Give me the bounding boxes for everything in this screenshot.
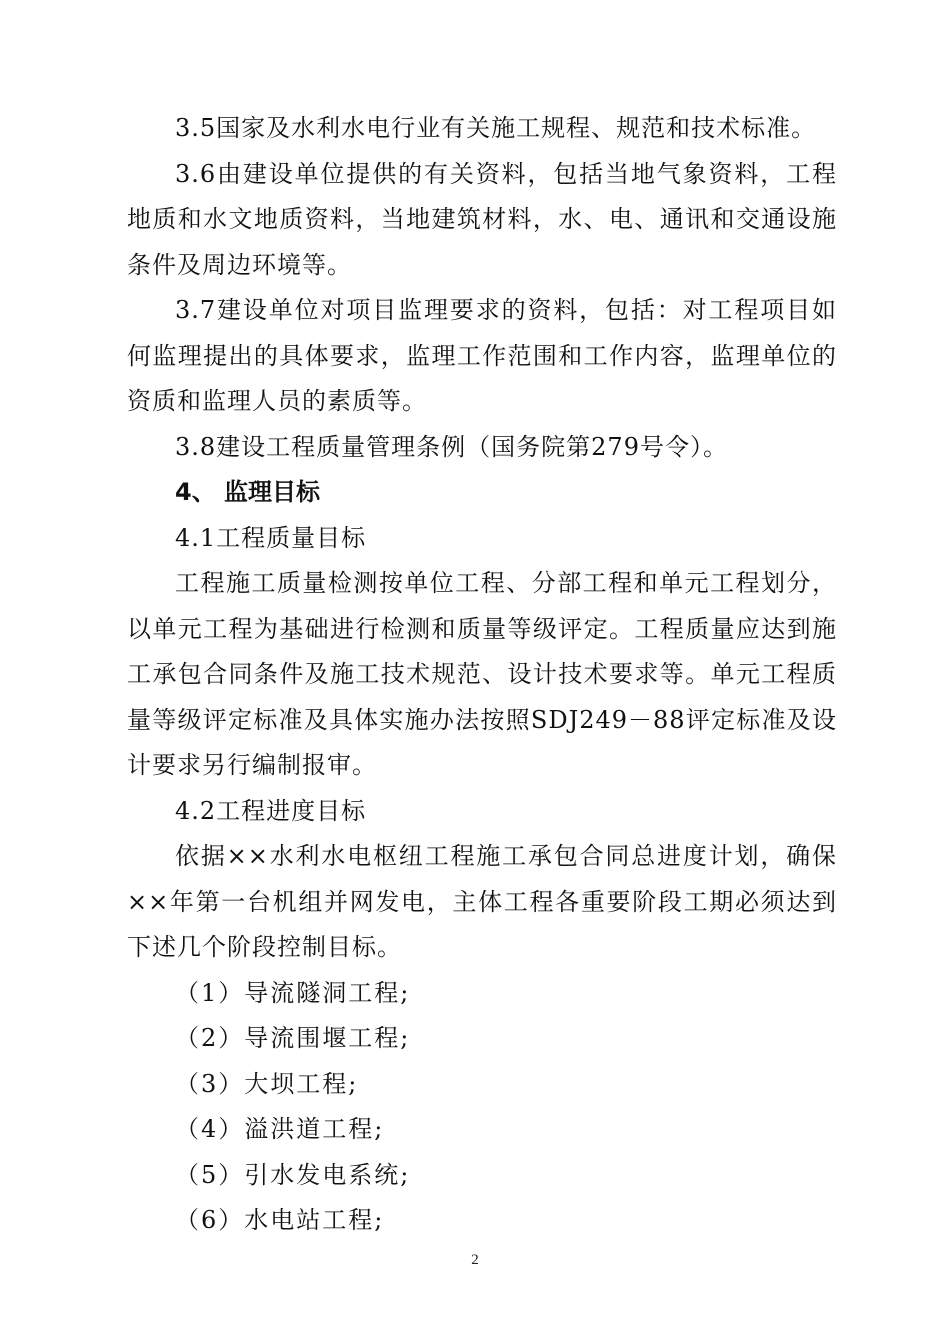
paragraph-3-5: 3.5国家及水利水电行业有关施工规程、规范和技术标准。 <box>175 114 817 142</box>
subsection-4-1-title: 4.1工程质量目标 <box>175 523 367 552</box>
list-item: （4）溢洪道工程; <box>175 1115 385 1143</box>
list-item: （5）引水发电系统; <box>175 1160 411 1189</box>
subsection-4-2-title: 4.2工程进度目标 <box>175 796 367 825</box>
list-item: （1）导流隧洞工程; <box>175 978 411 1007</box>
document-body <box>127 106 837 1244</box>
paragraph-3-6: 3.6由建设单位提供的有关资料，包括当地气象资料，工程地质和水文地质资料，当地建筑材料，水、电、通讯和交通设施条件及周边环境等。 <box>127 159 837 279</box>
list-item: （3）大坝工程; <box>175 1069 359 1098</box>
paragraph-3-7: 3.7建设单位对项目监理要求的资料，包括：对工程项目如何监理提出的具体要求，监理工作范围和工作内容，监理单位的资质和监理人员的素质等。 <box>127 296 837 415</box>
milestone-list <box>127 971 837 1244</box>
subsection-4-2-body: 依据××水利水电枢纽工程施工承包合同总进度计划，确保××年第一台机组并网发电，主体工程各重要阶段工期必须达到下述几个阶段控制目标。 <box>127 842 837 961</box>
paragraph-3-8: 3.8建设工程质量管理条例（国务院第279号令）。 <box>175 432 728 461</box>
list-item: （2）导流围堰工程; <box>175 1024 411 1052</box>
list-item: （6）水电站工程; <box>175 1206 385 1234</box>
subsection-4-1-body: 工程施工质量检测按单位工程、分部工程和单元工程划分，以单元工程为基础进行检测和质量等级评定。工程质量应达到施工承包合同条件及施工技术规范、设计技术要求等。单元工程质量等级评定标准及具体实施办法按照SDJ249－88评定标准及设计要求另行编制报审。 <box>127 569 837 779</box>
page-number: 2 <box>471 1252 479 1268</box>
section-4-heading: 4、 监理目标 <box>175 478 321 506</box>
